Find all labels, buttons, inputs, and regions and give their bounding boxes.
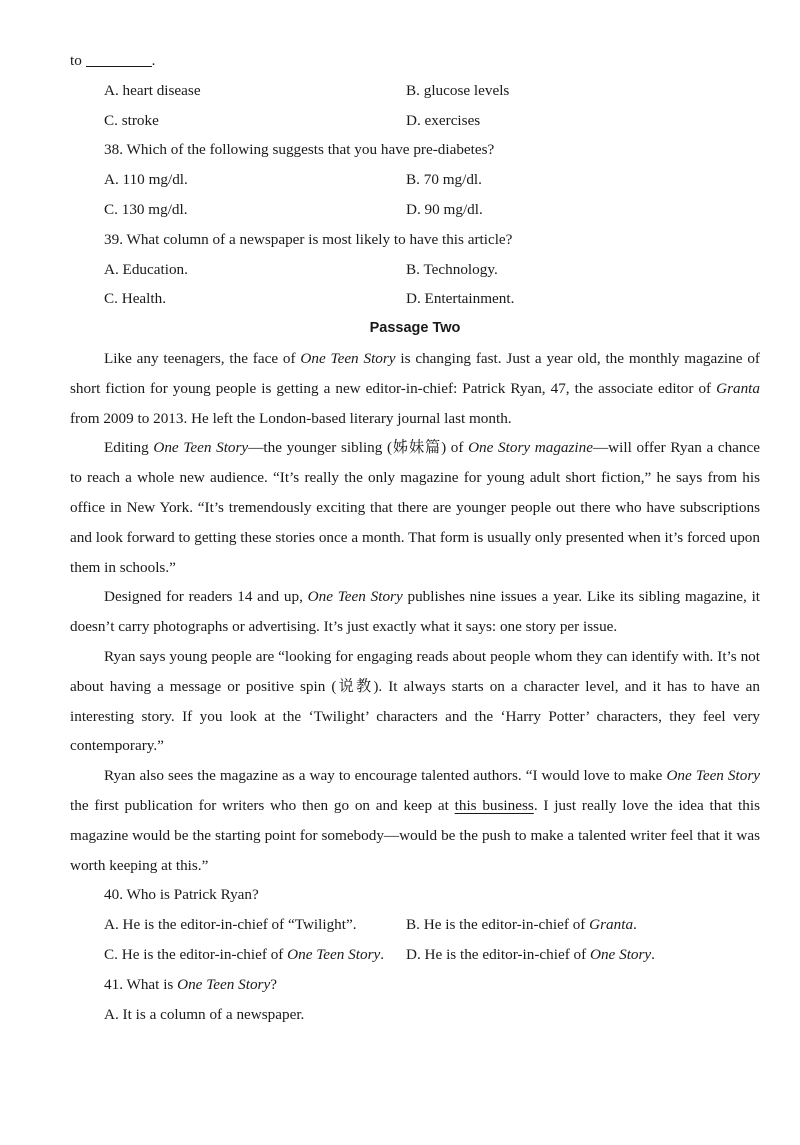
question-41-stem: 41. What is One Teen Story? <box>104 975 277 993</box>
option-b: B. He is the editor-in-chief of Granta. <box>406 916 637 934</box>
option-a: A. Education. <box>104 260 188 278</box>
passage-paragraph-5: Ryan also sees the magazine as a way to encourage talented authors. “I would love to make One Teen Story the first publication for writers who then go on and keep at this business. I just really love the idea that this magazine would be the starting point for somebody—would be the push to make a talented writer feel that it was worth keeping at this.” <box>70 767 760 874</box>
question-38-stem: 38. Which of the following suggests that you have pre-diabetes? <box>104 141 495 159</box>
passage-paragraph-1: Like any teenagers, the face of One Teen Story is changing fast. Just a year old, the monthly magazine of short fiction for young people is getting a new editor-in-chief: Patrick Ryan, 47, the associate editor of Granta from 2009 to 2013. He left the London-based literary journal last month. <box>70 349 760 427</box>
option-b: B. glucose levels <box>406 81 510 99</box>
passage-paragraph-2: Editing One Teen Story—the younger sibling (姊妹篇) of One Story magazine—will offer Ryan a chance to reach a whole new audience. “It’s really the only magazine for young adult short fiction,” he says from his office in New York. “It’s tremendously exciting that there are younger people out there who have subscriptions and look forward to getting these stories once a month. That form is usually only presented when it’s forced upon them in schools.” <box>70 439 760 576</box>
question-38-options-row-2 <box>70 195 760 225</box>
option-a: A. He is the editor-in-chief of “Twilight”. <box>104 916 357 934</box>
option-c: C. 130 mg/dl. <box>104 200 188 218</box>
option-d: D. exercises <box>406 111 481 129</box>
option-d: D. Entertainment. <box>406 290 515 308</box>
question-40-options-row-1 <box>70 910 760 940</box>
question-39-options-row-2 <box>70 284 760 314</box>
option-c: C. He is the editor-in-chief of One Teen Story. <box>104 945 385 963</box>
option-c: C. stroke <box>104 111 159 129</box>
answer-blank <box>86 48 152 67</box>
question-37-options-row-2 <box>70 106 760 136</box>
question-40-options-row-2 <box>70 940 760 970</box>
option-d: D. He is the editor-in-chief of One Story. <box>406 945 655 963</box>
underlined-phrase: this business <box>454 796 534 814</box>
question-39-stem: 39. What column of a newspaper is most likely to have this article? <box>104 230 513 248</box>
question-40-stem: 40. Who is Patrick Ryan? <box>104 886 259 904</box>
passage-paragraph-4: Ryan says young people are “looking for engaging reads about people whom they can identify with. It’s not about having a message or positive spin (说教). It always starts on a character level, and it has to have an interesting story. If you look at the ‘Twilight’ characters and the ‘Harry Potter’ characters, they feel very contemporary.” <box>70 647 760 755</box>
question-41-option-a: A. It is a column of a newspaper. <box>104 1005 305 1023</box>
passage-paragraph-3: Designed for readers 14 and up, One Teen Story publishes nine issues a year. Like its sibling magazine, it doesn’t carry photographs or advertising. It’s just exactly what it says: one story per issue. <box>70 588 761 636</box>
option-a: A. heart disease <box>104 81 201 99</box>
question-39-options-row-1 <box>70 255 760 285</box>
option-a: A. 110 mg/dl. <box>104 171 188 189</box>
question-37-stem-end: to . <box>70 46 760 76</box>
passage-title: Passage Two <box>369 320 461 337</box>
option-c: C. Health. <box>104 290 167 308</box>
option-b: B. 70 mg/dl. <box>406 171 482 189</box>
option-b: B. Technology. <box>406 260 498 278</box>
option-d: D. 90 mg/dl. <box>406 200 483 218</box>
question-37-options-row-1 <box>70 76 760 106</box>
question-38-options-row-1 <box>70 165 760 195</box>
